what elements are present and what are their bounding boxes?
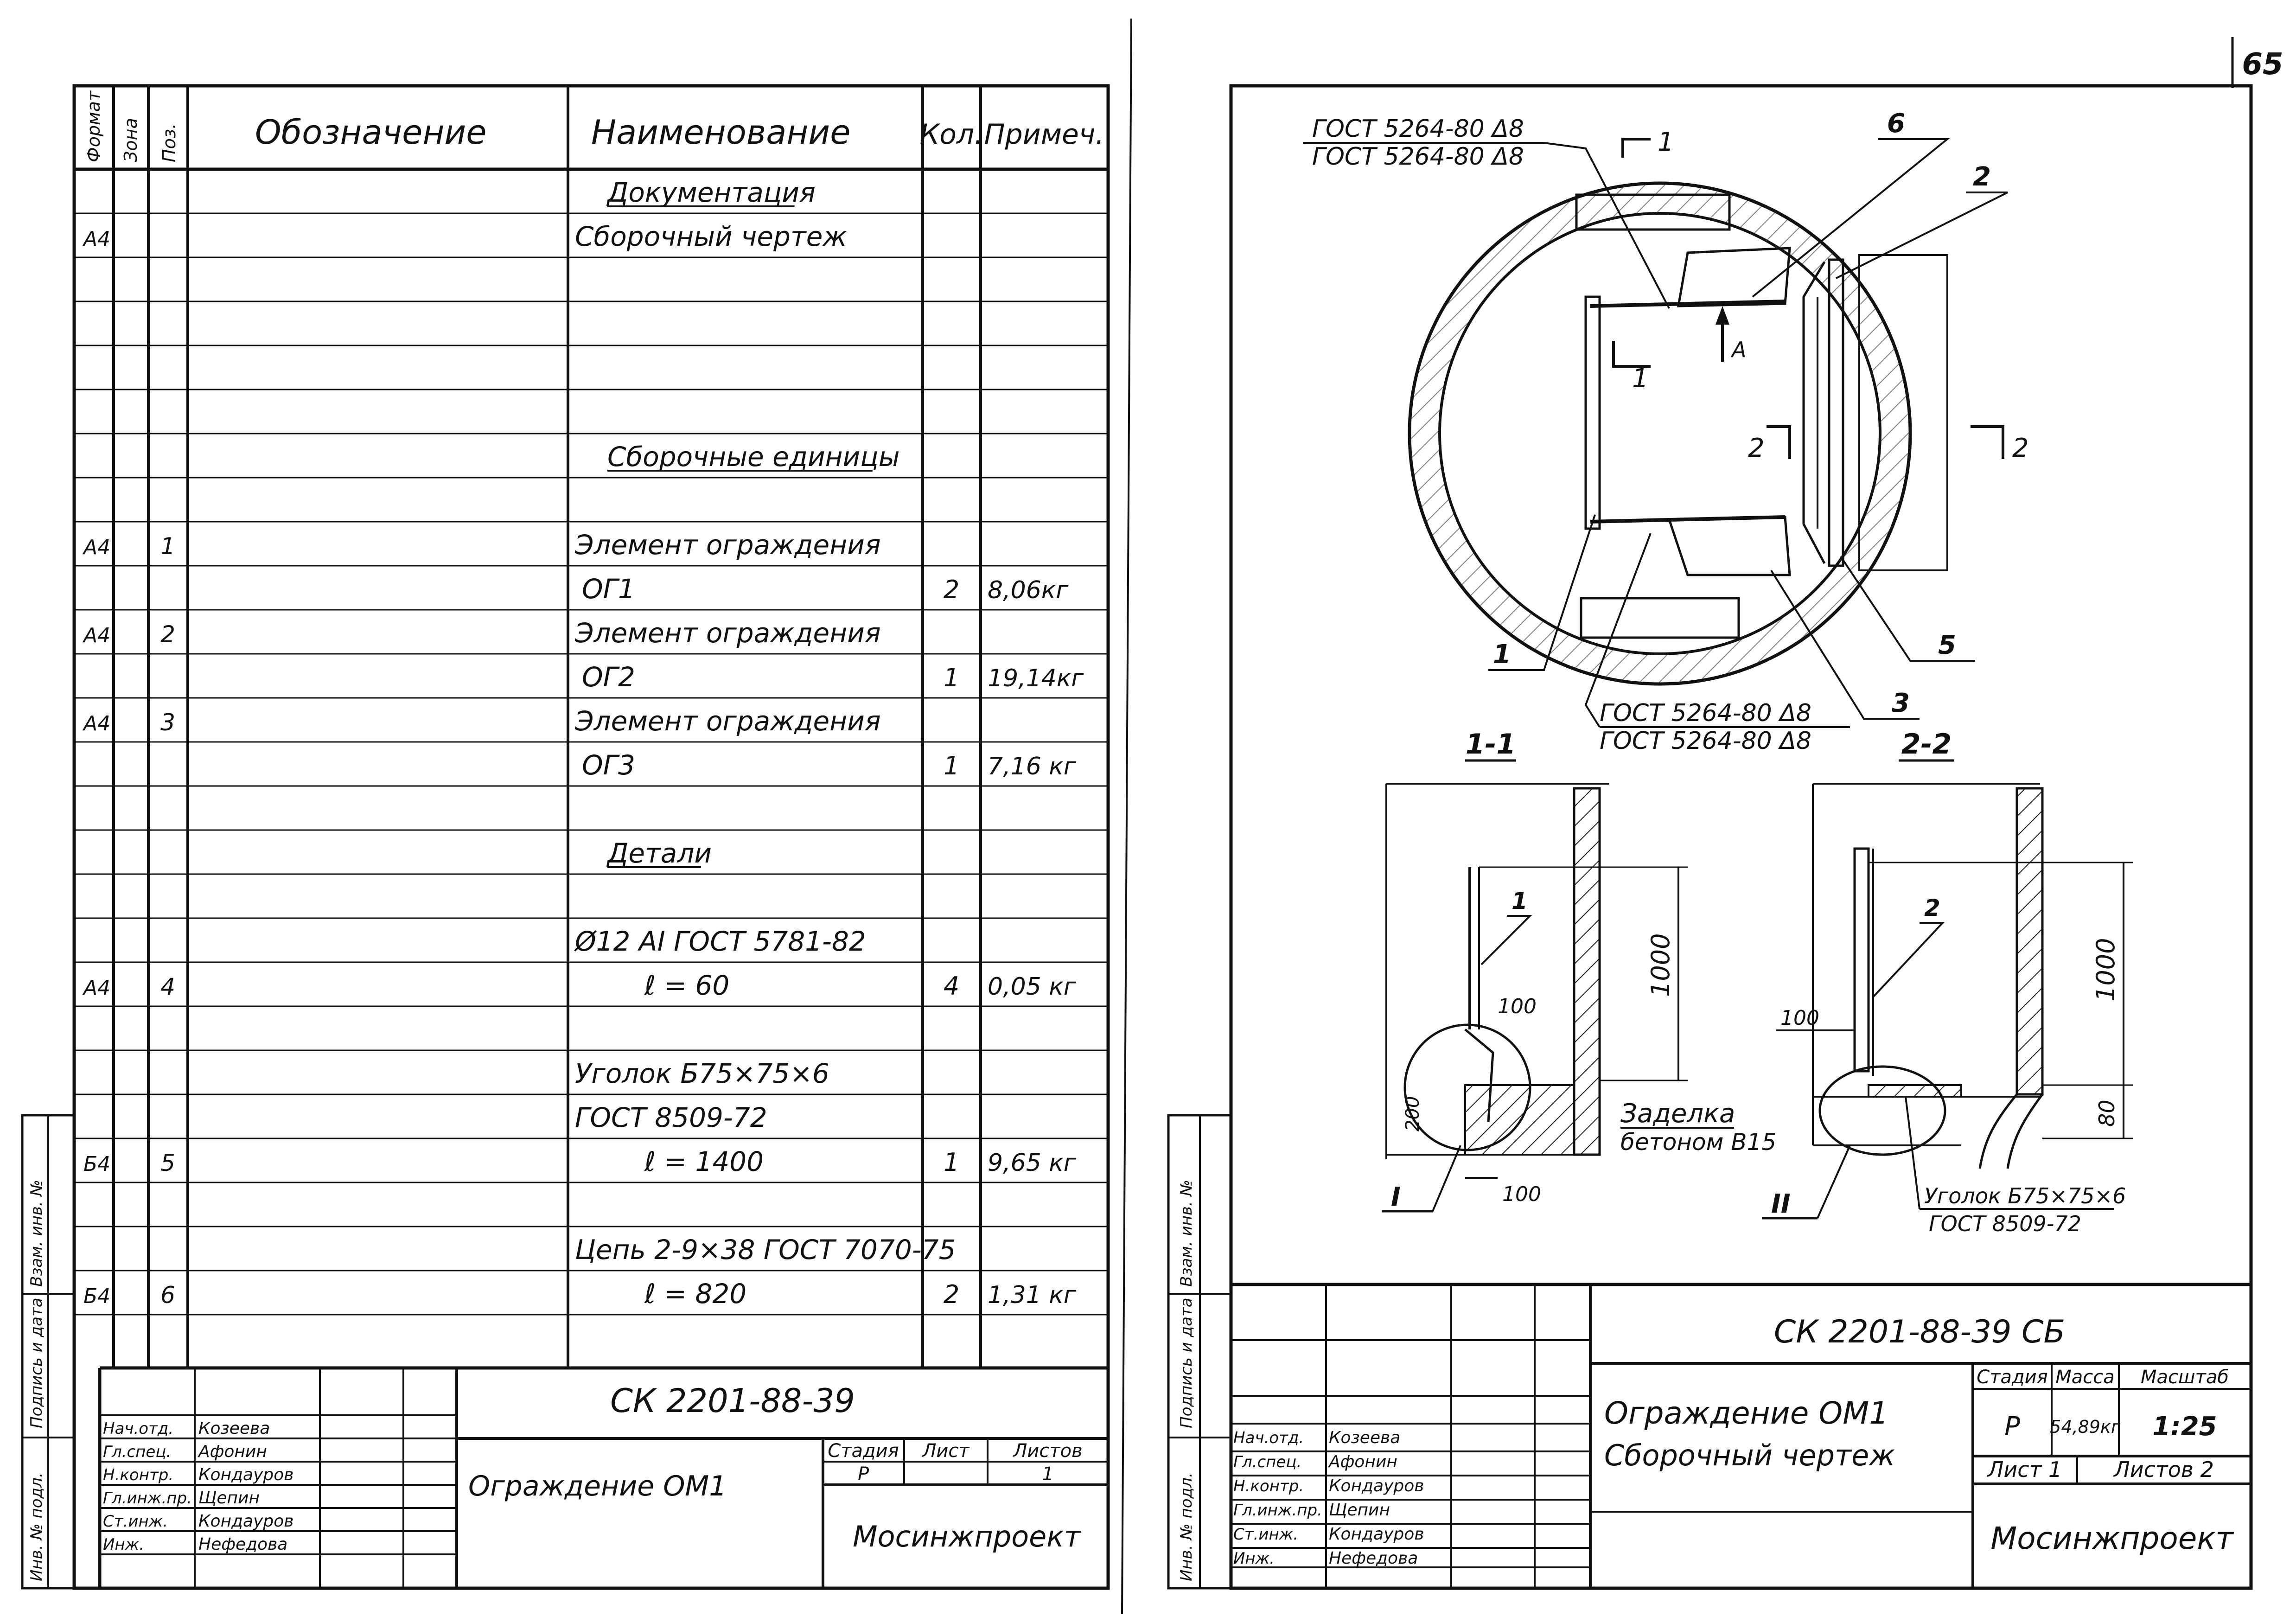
wall-curve xyxy=(2008,1094,2042,1169)
margin-label-inv: Инв. № подл. xyxy=(1177,1472,1196,1581)
section-mark-label: 2 xyxy=(2012,433,2029,463)
margin-label-replace: Взам. инв. № xyxy=(1177,1180,1196,1287)
cell-note: 9,65 кг xyxy=(988,1149,1077,1177)
cell-format: А4 xyxy=(83,624,111,647)
right-sheets-value: Листов 2 xyxy=(2114,1457,2214,1482)
wall-curve xyxy=(1980,1094,2017,1169)
section-mark-label: 1 xyxy=(1658,127,1674,157)
signatory-name: Кондауров xyxy=(1329,1476,1424,1495)
signatory-name: Щепин xyxy=(1329,1501,1390,1520)
leader xyxy=(1906,1097,1920,1209)
railing-og1-left xyxy=(1586,297,1600,529)
signatory-name: Козеева xyxy=(198,1419,270,1438)
leader xyxy=(1873,923,1943,997)
cell-format: А4 xyxy=(83,536,111,559)
header-position: Поз. xyxy=(159,123,179,162)
right-stage-value: Р xyxy=(2004,1412,2020,1442)
left-organization: Мосинжпроект xyxy=(853,1520,1081,1553)
signatory-role: Гл.инж.пр. xyxy=(1233,1501,1322,1520)
cell-name: Элемент ограждения xyxy=(575,705,881,737)
right-doc-code: СК 2201-88-39 СБ xyxy=(1773,1314,2066,1350)
cell-position: 4 xyxy=(160,973,175,1000)
cell-name: Уголок Б75×75×6 xyxy=(575,1058,829,1089)
cell-name: Сборочный чертеж xyxy=(575,221,847,252)
leader xyxy=(1836,192,2008,278)
header-qty: Кол. xyxy=(919,118,983,151)
left-stage-value: Р xyxy=(857,1463,869,1485)
left-frame xyxy=(74,86,1108,1588)
callout-2: 2 xyxy=(1973,162,1991,192)
right-stage-label: Стадия xyxy=(1977,1367,2048,1388)
cell-name: Ø12 АI ГОСТ 5781-82 xyxy=(575,926,866,957)
signatory-name: Кондауров xyxy=(198,1465,294,1484)
cell-note: 0,05 кг xyxy=(988,973,1077,1001)
section-2-title: 2-2 xyxy=(1901,728,1952,760)
leader xyxy=(1586,533,1651,727)
right-mass-value: 54,89кг xyxy=(2050,1417,2120,1437)
left-stage-label: Стадия xyxy=(828,1440,899,1462)
margin-label-replace: Взам. инв. № xyxy=(27,1180,46,1287)
signatory-name: Кондауров xyxy=(198,1512,294,1531)
cell-name: Документация xyxy=(607,177,816,208)
dim-100-bottom: 100 xyxy=(1502,1182,1541,1206)
cell-name: ℓ = 820 xyxy=(644,1278,747,1310)
cell-format: А4 xyxy=(83,712,111,735)
section-1-title: 1-1 xyxy=(1465,728,1516,760)
dim-100-top: 100 xyxy=(1498,995,1537,1018)
weld-note-top-1: ГОСТ 5264-80 Δ8 xyxy=(1312,115,1524,143)
cell-name: Цепь 2-9×38 ГОСТ 7070-75 xyxy=(575,1234,956,1265)
detail-circle-II xyxy=(1820,1067,1945,1155)
signatory-role: Инж. xyxy=(103,1535,145,1554)
signatory-role: Н.контр. xyxy=(1233,1477,1304,1495)
section-mark-1-bottom xyxy=(1614,341,1651,366)
wall-section xyxy=(1574,788,1600,1155)
sheet-separator xyxy=(1122,19,1131,1614)
cell-name: ГОСТ 8509-72 xyxy=(575,1102,767,1133)
railing-og3-top xyxy=(1678,248,1790,306)
cell-name: ОГ3 xyxy=(582,749,635,781)
cell-qty: 2 xyxy=(943,575,960,604)
signatory-name: Афонин xyxy=(1329,1452,1397,1471)
angle-note-2: ГОСТ 8509-72 xyxy=(1929,1211,2081,1236)
signatory-role: Гл.инж.пр. xyxy=(103,1489,192,1508)
right-signatories xyxy=(1233,1428,1424,1568)
right-organization: Мосинжпроект xyxy=(1990,1521,2233,1556)
callout-5: 5 xyxy=(1938,630,1956,660)
cell-position: 2 xyxy=(160,621,175,648)
view-arrow-head xyxy=(1716,306,1729,325)
signatory-role: Гл.спец. xyxy=(103,1443,172,1461)
weld-note-bot-2: ГОСТ 5264-80 Δ8 xyxy=(1600,727,1811,755)
callout-3: 3 xyxy=(1892,688,1910,718)
weld-note-bot-1: ГОСТ 5264-80 Δ8 xyxy=(1600,699,1811,727)
margin-label-inv: Инв. № подл. xyxy=(27,1472,46,1581)
cell-format: А4 xyxy=(83,227,111,251)
right-doc-title-2: Сборочный чертеж xyxy=(1604,1438,1895,1472)
signatory-role: Инж. xyxy=(1233,1549,1275,1568)
right-doc-title-1: Ограждение ОМ1 xyxy=(1604,1395,1889,1431)
dim-1000: 1000 xyxy=(1646,933,1675,997)
section-2-callout: 2 xyxy=(1924,895,1940,921)
weld-note-top-2: ГОСТ 5264-80 Δ8 xyxy=(1312,143,1524,171)
leader xyxy=(1818,1145,1850,1218)
right-scale-value: 1:25 xyxy=(2152,1412,2217,1442)
callout-6: 6 xyxy=(1887,109,1905,139)
concrete-note-1: Заделка xyxy=(1620,1099,1735,1129)
cell-format: Б4 xyxy=(83,1152,111,1176)
post-2 xyxy=(1855,849,1869,1071)
dim-100-2: 100 xyxy=(1780,1006,1819,1030)
signatory-role: Ст.инж. xyxy=(1233,1525,1299,1544)
section-mark-label: 2 xyxy=(1748,433,1765,463)
section-mark-2-right xyxy=(1971,427,2003,459)
cell-name: ОГ2 xyxy=(582,661,635,693)
section-mark-label: 1 xyxy=(1632,364,1649,394)
left-doc-code: СК 2201-88-39 xyxy=(610,1382,855,1420)
cell-name: ℓ = 1400 xyxy=(644,1146,764,1177)
header-format: Формат xyxy=(83,90,104,162)
header-zone: Зона xyxy=(121,118,141,162)
well-wall-hatch xyxy=(1409,183,1910,684)
margin-label-sign: Подпись и дата xyxy=(1177,1297,1196,1428)
cell-name: Элемент ограждения xyxy=(575,617,881,649)
header-designation: Обозначение xyxy=(255,113,487,152)
cell-note: 7,16 кг xyxy=(988,753,1077,780)
cell-note: 8,06кг xyxy=(988,576,1069,604)
signatory-name: Кондауров xyxy=(1329,1525,1424,1544)
left-sheet-specification xyxy=(22,86,1108,1588)
leader xyxy=(1481,916,1530,965)
left-sheets-label: Листов xyxy=(1013,1440,1083,1462)
header-note: Примеч. xyxy=(984,118,1104,151)
left-sheet-label: Лист xyxy=(922,1440,969,1462)
cell-position: 5 xyxy=(160,1150,175,1176)
section-2-2 xyxy=(1762,728,2133,1236)
cell-name: Детали xyxy=(607,837,712,869)
angle-note-1: Уголок Б75×75×6 xyxy=(1924,1183,2126,1208)
cell-position: 6 xyxy=(160,1282,175,1309)
cell-format: Б4 xyxy=(83,1284,111,1308)
signatory-name: Афонин xyxy=(198,1442,267,1461)
plan-view xyxy=(1303,109,2029,755)
margin-label-sign: Подпись и дата xyxy=(27,1297,46,1428)
right-mass-label: Масса xyxy=(2055,1367,2115,1388)
angle-base xyxy=(1869,1085,1961,1097)
spec-rows xyxy=(82,177,1084,1310)
view-arrow-label: А xyxy=(1732,337,1747,362)
railing-og2-frame xyxy=(1804,262,1824,563)
cell-position: 3 xyxy=(160,709,175,736)
right-sheet-value: Лист 1 xyxy=(1987,1457,2062,1482)
cell-note: 19,14кг xyxy=(988,665,1084,692)
cell-qty: 4 xyxy=(943,971,960,1001)
header-name: Наименование xyxy=(591,113,851,152)
dim-1000-2: 1000 xyxy=(2091,938,2120,1002)
concrete-note-2: бетоном В15 xyxy=(1620,1129,1777,1156)
cell-name: ОГ1 xyxy=(582,573,635,605)
left-doc-title: Ограждение ОМ1 xyxy=(468,1470,727,1502)
section-mark-1-top xyxy=(1623,139,1651,158)
cell-format: А4 xyxy=(83,976,111,1000)
section-1-callout: 1 xyxy=(1512,888,1528,914)
signatory-name: Нефедова xyxy=(198,1535,288,1554)
right-scale-label: Масштаб xyxy=(2140,1367,2229,1388)
cell-position: 1 xyxy=(160,533,175,560)
wall-section xyxy=(2017,788,2042,1094)
signatory-name: Козеева xyxy=(1329,1428,1401,1447)
cell-note: 1,31 кг xyxy=(988,1281,1077,1309)
section-mark-2-left xyxy=(1767,427,1790,459)
cell-qty: 2 xyxy=(943,1280,960,1309)
signatory-role: Нач.отд. xyxy=(1233,1429,1304,1447)
dim-80: 80 xyxy=(2094,1099,2119,1127)
bottom-block xyxy=(1581,598,1739,638)
cell-name: Элемент ограждения xyxy=(575,529,881,561)
cell-qty: 1 xyxy=(943,1148,960,1177)
page-number: 65 xyxy=(2242,47,2283,82)
section-1-1 xyxy=(1382,728,1776,1212)
callout-1: 1 xyxy=(1493,639,1511,670)
detail-I-label: I xyxy=(1391,1182,1401,1212)
dim-200: 200 xyxy=(1402,1096,1423,1131)
detail-II-label: II xyxy=(1771,1189,1791,1219)
cell-name: Сборочные единицы xyxy=(607,441,900,473)
signatory-role: Гл.спец. xyxy=(1233,1453,1302,1471)
cell-name: ℓ = 60 xyxy=(644,970,730,1001)
signatory-name: Нефедова xyxy=(1329,1549,1418,1568)
signatory-name: Щепин xyxy=(198,1489,260,1508)
cell-qty: 1 xyxy=(943,751,960,780)
railing-og3-bottom xyxy=(1669,517,1790,575)
signatory-role: Ст.инж. xyxy=(103,1512,168,1531)
signatory-role: Нач.отд. xyxy=(103,1419,174,1438)
right-sheet-assembly-drawing xyxy=(1168,86,2251,1588)
signatory-role: Н.контр. xyxy=(103,1466,174,1484)
cell-qty: 1 xyxy=(943,663,960,692)
left-sheets-value: 1 xyxy=(1042,1463,1054,1485)
